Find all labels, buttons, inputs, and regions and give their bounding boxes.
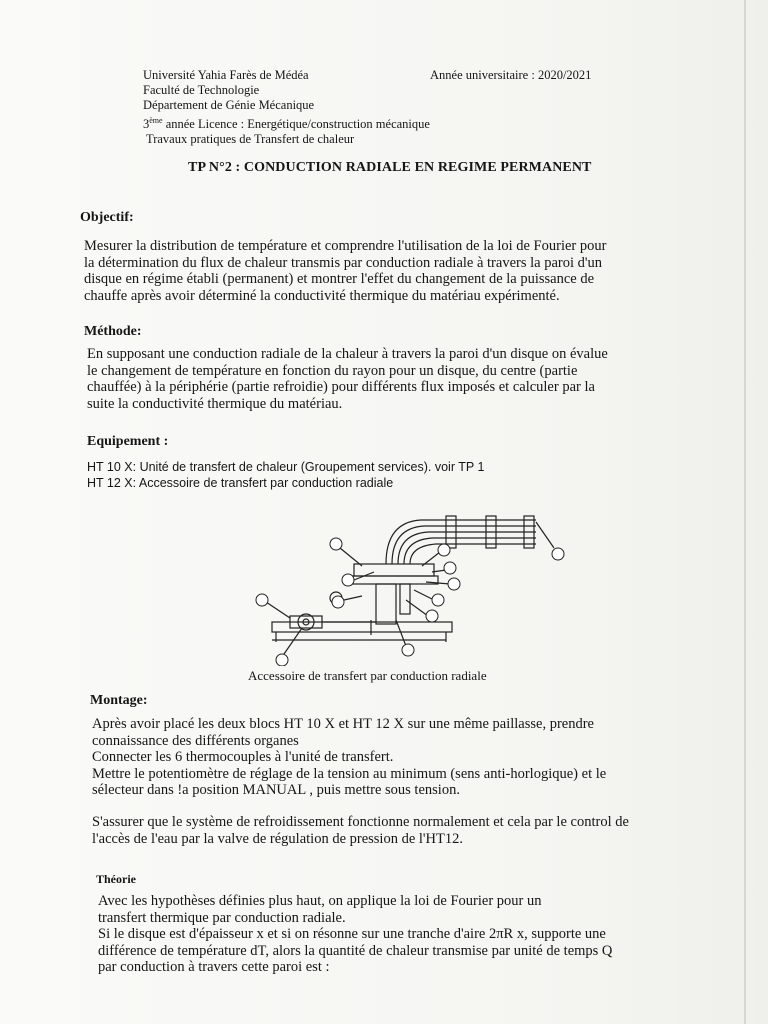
methode-heading: Méthode: (84, 324, 142, 339)
theorie-heading: Théorie (96, 872, 136, 886)
figure-caption: Accessoire de transfert par conduction radiale (248, 668, 487, 683)
document-title: TP N°2 : CONDUCTION RADIALE EN REGIME PERMANENT (188, 160, 592, 175)
study-level: 3ème année Licence : Energétique/construction mécanique (143, 116, 430, 132)
montage-paragraph: Après avoir placé les deux blocs HT 10 X et HT 12 X sur une même paillasse, prendre connaissance des différents organes Connecter les 6 thermocouples à l'unité de transfert. Mettre le potentiomètre de réglage de la tension au minimum (sens anti-horlogique) et le sélecteur dans !a position MANUAL , puis mettre sous tension. (92, 716, 607, 798)
institution-header (143, 68, 430, 147)
objectif-paragraph: Mesurer la distribution de température et comprendre l'utilisation de la loi de Fourier pour la détermination du flux de chaleur transmis par conduction radiale à travers la paroi d'un disque en régime établi (permanent) et montrer l'effet du changement de la puissance de chauffe après avoir déterminé la conductivité thermique du matériau expérimenté. (84, 238, 607, 304)
department-name: Département de Génie Mécanique (143, 98, 315, 112)
university-name: Université Yahia Farès de Médéa (143, 68, 309, 82)
cooling-paragraph: S'assurer que le système de refroidissement fonctionne normalement et cela par le control de l'accès de l'eau par la valve de régulation de pression de l'HT12. (92, 814, 629, 847)
radial-conduction-apparatus-diagram (236, 500, 572, 666)
academic-year: Année universitaire : 2020/2021 (430, 68, 592, 82)
course-name: Travaux pratiques de Transfert de chaleur (146, 132, 355, 147)
methode-paragraph: En supposant une conduction radiale de la chaleur à travers la paroi d'un disque on évalue le changement de température en fonction du rayon pour un disque, du centre (partie chauffée) à la périphérie (partie refroidie) pour différents flux imposés et calculer par la suite la conductivité thermique du matériau. (87, 346, 608, 412)
equipement-ht10: HT 10 X: Unité de transfert de chaleur (Groupement services). voir TP 1 (87, 460, 485, 474)
faculty-name: Faculté de Technologie (143, 83, 260, 97)
montage-heading: Montage: (90, 693, 148, 708)
theorie-paragraph: Avec les hypothèses définies plus haut, on applique la loi de Fourier pour un transfert thermique par conduction radiale. Si le disque est d'épaisseur x et si on résonne sur une tranche d'aire 2πR x, supporte une différence de température dT, alors la quantité de chaleur transmise par unité de temps Q par conduction à travers cette paroi est : (98, 893, 613, 975)
equipement-heading: Equipement : (87, 434, 169, 449)
equipement-ht12: HT 12 X: Accessoire de transfert par conduction radiale (87, 476, 394, 490)
objectif-heading: Objectif: (80, 210, 134, 225)
page-edge (744, 0, 746, 1024)
